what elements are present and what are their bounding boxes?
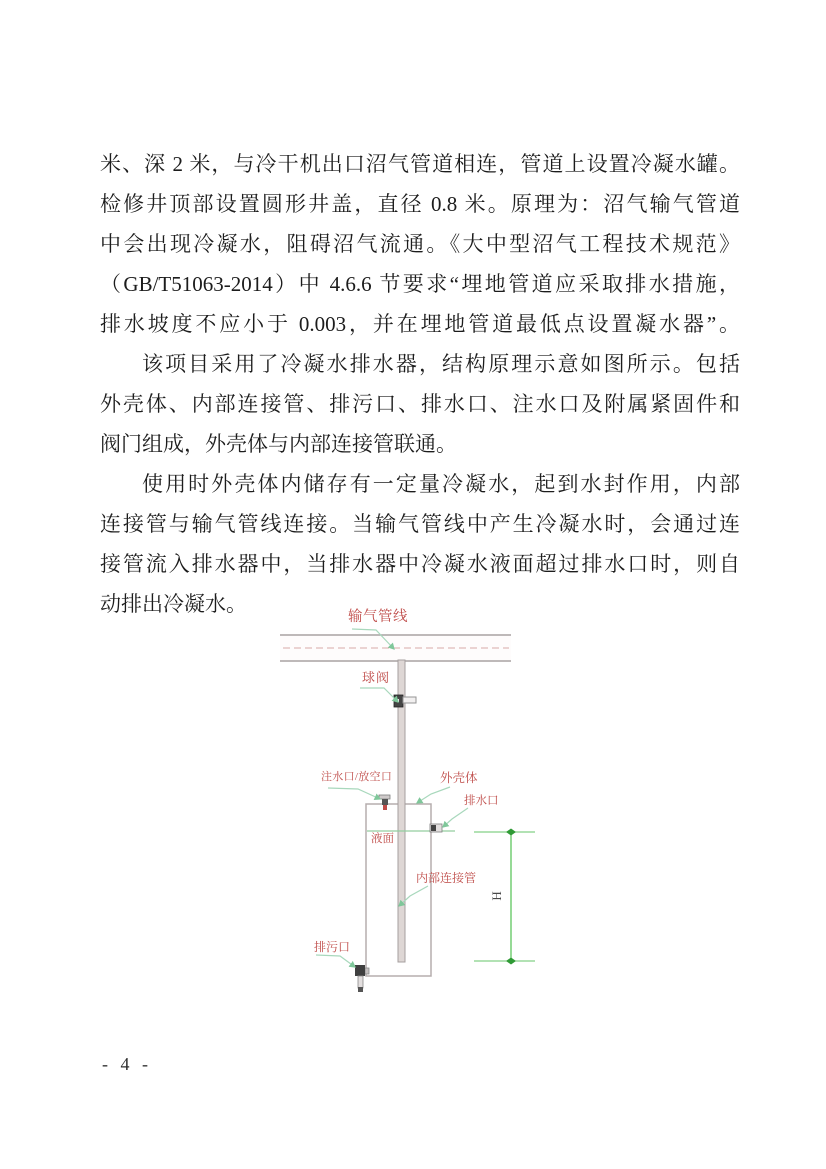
text-line: 米、深 2 米，与冷干机出口沼气管道相连，管道上设置冷凝水罐。 [100,152,740,176]
text-line: 动排出冷凝水。 [100,592,247,616]
text-line: 阀门组成，外壳体与内部连接管联通。 [100,432,457,456]
gas-pipeline-shape [280,635,511,661]
label-drain-outlet: 排水口 [464,795,499,807]
label-height-dimension: H [489,891,505,901]
blowdown-fitting [355,965,369,992]
label-outer-shell: 外壳体 [440,771,478,785]
drain-outlet-fitting [430,824,442,832]
label-liquid-level: 液面 [371,833,394,845]
text-line: 检修井顶部设置圆形井盖，直径 0.8 米。原理为：沼气输气管道 [100,192,740,216]
label-inner-connecting-pipe: 内部连接管 [416,871,477,885]
label-blowdown-outlet: 排污口 [314,940,351,954]
label-water-inlet-vent: 注水口/放空口 [321,771,393,783]
text-line: 中会出现冷凝水，阻碍沼气流通。《大中型沼气工程技术规范》 [100,232,740,256]
label-ball-valve: 球阀 [362,670,391,685]
text-line: （GB/T51063-2014）中 4.6.6 节要求“埋地管道应采取排水措施， [100,272,740,296]
text-line: 排水坡度不应小于 0.003，并在埋地管道最低点设置凝水器”。 [100,312,740,336]
text-line: 接管流入排水器中，当排水器中冷凝水液面超过排水口时，则自 [100,552,740,576]
text-line: 外壳体、内部连接管、排污口、排水口、注水口及附属紧固件和 [100,392,740,416]
page-number: - 4 - [102,1054,152,1074]
label-gas-pipeline: 输气管线 [348,609,408,625]
text-line: 连接管与输气管线连接。当输气管线中产生冷凝水时，会通过连 [100,512,740,536]
text-line: 该项目采用了冷凝水排水器，结构原理示意如图所示。包括 [142,352,740,376]
text-line: 使用时外壳体内储存有一定量冷凝水，起到水封作用，内部 [142,472,740,496]
